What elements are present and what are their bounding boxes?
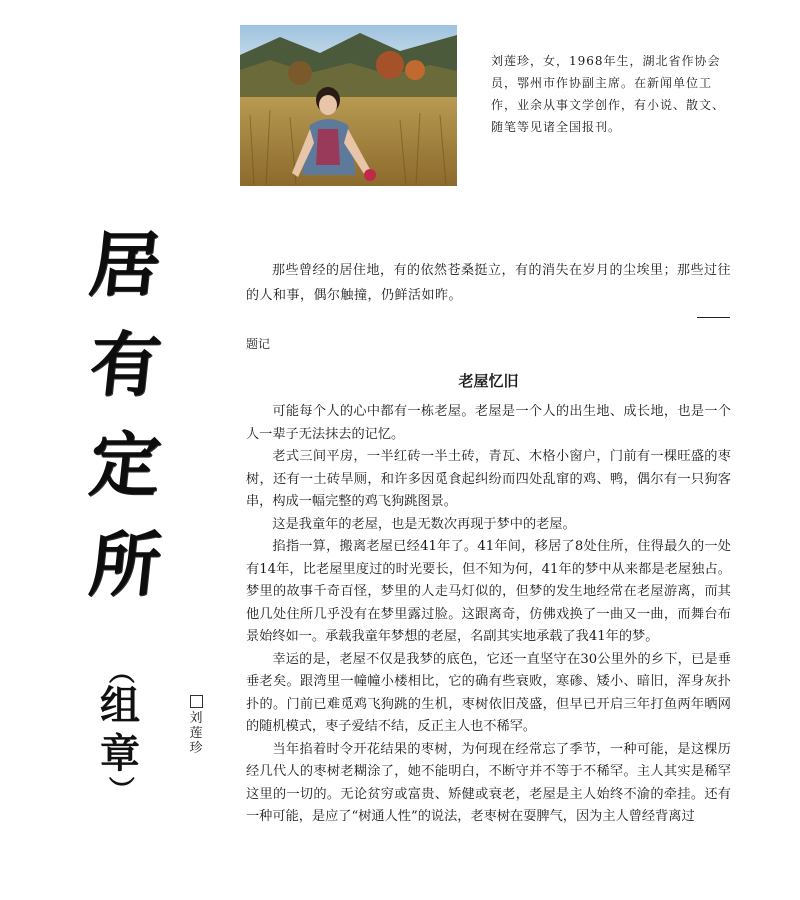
subtitle-open-paren: （: [105, 657, 135, 684]
article-paragraph: 掐指一算，搬离老屋已经41年了。41年间，移居了8处住所，住得最久的一处有14年，比老屋里度过的时光要长，但不知为何，41年的梦中从来都是老屋独占。梦里的故事千奇百怪，梦里的人走马灯似的，但梦的发生地经常在老屋游离，而其他几处住所几乎没有在梦里露过脸。这跟离奇，仿佛戏换了一曲又一曲，而舞台布景始终如一。承载我童年梦想的老屋，名副其实地承载了我41年的梦。: [246, 539, 731, 644]
subtitle-close-paren: ）: [105, 775, 135, 802]
calligraphy-subtitle: [95, 657, 145, 802]
article-body: [246, 401, 731, 829]
intro-quote: 那些曾经的居住地，有的依然苍桑挺立，有的消失在岁月的尘埃里；那些过往的人和事，偶尔触撞，仍鲜活如昨。: [246, 263, 732, 303]
article-paragraph: 可能每个人的心中都有一栋老屋。老屋是一个人的出生地、成长地，也是一个人一辈子无法抹去的记忆。: [246, 404, 731, 442]
author-photo: [240, 25, 457, 186]
epigraph-rule: [697, 317, 730, 318]
byline-char: 刘: [189, 711, 203, 726]
author-bio: 刘莲珍，女，1968年生，湖北省作协会员，鄂州市作协副主席。在新闻单位工作，业余从事文学创作，有小说、散文、随笔等见诸全国报刊。: [491, 54, 726, 134]
title-char: 有: [85, 323, 165, 406]
title-char: 居: [85, 223, 165, 306]
article-paragraph: 这是我童年的老屋，也是无数次再现于梦中的老屋。: [272, 516, 576, 532]
article-title: 老屋忆旧: [458, 372, 519, 390]
author-byline: [188, 695, 204, 756]
calligraphy-title: [70, 215, 180, 615]
title-char: 所: [85, 523, 165, 606]
byline-char: 莲: [189, 726, 203, 741]
article-paragraph: 幸运的是，老屋不仅是我梦的底色，它还一直坚守在30公里外的乡下，已是垂垂老矣。跟湾里一幢幢小楼相比，它的确有些衰败，寒碜、矮小、暗旧，浑身灰扑扑的。门前已难觅鸡飞狗跳的生机，枣树依旧茂盛，但早已开启三年打鱼两年晒网的随机模式，枣子爱结不结，反正主人也不稀罕。: [246, 651, 731, 734]
byline-char: 珍: [189, 741, 203, 756]
article-paragraph: 老式三间平房，一半红砖一半土砖，青瓦、木格小窗户，门前有一棵旺盛的枣树，还有一土砖旱厕，和许多因觅食起纠纷而四处乱窜的鸡、鸭，偶尔有一只狗客串，构成一幅完整的鸡飞狗跳图景。: [246, 449, 731, 509]
subtitle-char: 组: [100, 682, 140, 729]
subtitle-char: 章: [100, 730, 140, 777]
byline-box: [190, 695, 203, 708]
epigraph-label: 题记: [246, 337, 271, 351]
title-char: 定: [85, 423, 165, 506]
author-photo-image: [240, 25, 457, 186]
article-paragraph: 当年掐着时令开花结果的枣树，为何现在经常忘了季节，一种可能，是这棵历经几代人的枣树老糊涂了，她不能明白，不断守并不等于不稀罕。主人其实是稀罕这里的一切的。无论贫穷或富贵、矫健或衰老，老屋是主人始终不渝的牵挂。还有一种可能，是应了“树通人性”的说法，老枣树在耍脾气，因为主人曾经背离过: [246, 741, 731, 824]
